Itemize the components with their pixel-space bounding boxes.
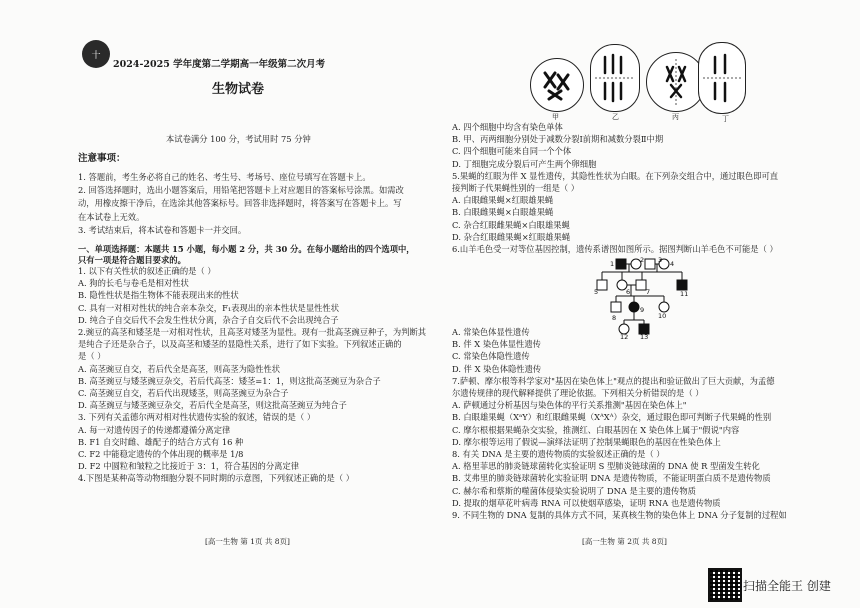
text-line: A. 常染色体显性遗传 <box>452 327 530 337</box>
text-line: C. 杂合红眼雌果蝇×白眼雄果蝇 <box>452 219 570 230</box>
ped-1 <box>616 259 626 269</box>
text-line: D. F2 中圆粒和皱粒之比接近于 3：1，符合基因的分离定律 <box>78 461 300 472</box>
text-line: B. 伴 X 染色体显性遗传 <box>452 339 541 350</box>
svg-text:8: 8 <box>612 314 617 322</box>
exam-info: 本试卷满分 100 分，考试用时 75 分钟 <box>166 134 311 144</box>
text-line: 3. 下列有关孟德尔两对相对性状遗传实验的叙述，错误的是（ ） <box>78 412 316 423</box>
text-line: C. 具有一对相对性状的纯合亲本杂交，F₁表现出的亲本性状是显性性状 <box>78 302 340 313</box>
ped-8 <box>611 302 621 312</box>
ped-10 <box>659 302 669 312</box>
text-line: D. 纯合子自交后代不会发生性状分离，杂合子自交后代不会出现纯合子 <box>78 314 339 325</box>
text-line: B. 高茎豌豆与矮茎豌豆杂交，若后代高茎：矮茎=1：1，则这批高茎豌豆为杂合子 <box>78 375 381 386</box>
pedigree-chart <box>572 256 712 340</box>
text-line: B. 艾弗里的肺炎链球菌转化实验证明 DNA 是遗传物质，不能证明蛋白质不是遗传物质 <box>452 473 771 484</box>
text-line: C. 高茎豌豆自交，若后代出现矮茎，则高茎豌豆为杂合子 <box>78 388 289 398</box>
ped-9 <box>629 302 639 312</box>
svg-text:3: 3 <box>658 256 663 264</box>
svg-text:4: 4 <box>670 260 675 268</box>
text-line: 是纯合子还是杂合子，以及高茎和矮茎的显隐性关系，进行了如下实验。下列叙述正确的 <box>78 339 402 350</box>
cell-label-bing: 丙 <box>672 113 679 121</box>
cell-yi <box>590 44 640 112</box>
text-line: D. 高茎豌豆与矮茎豌豆杂交，若后代全是高茎，则这批高茎豌豆为纯合子 <box>78 400 347 411</box>
text-line: 2. 回答选择题时，选出小题答案后，用铅笔把答题卡上对应题目的答案标号涂黑。如需改 <box>78 185 404 196</box>
text-line: 6.山羊毛色受一对等位基因控制，遗传系谱图如图所示。据图判断山羊毛色不可能是（ ） <box>452 244 778 254</box>
svg-text:9: 9 <box>640 306 645 314</box>
text-line: 7.萨顿、摩尔根等科学家对"基因在染色体上"观点的提出和验证做出了巨大贡献，为孟德 <box>452 375 775 386</box>
svg-text:5: 5 <box>594 288 599 296</box>
text-line: C. 摩尔根根据果蝇杂交实验，推测红、白眼基因在 X 染色体上属于"假说"内容 <box>452 424 740 435</box>
svg-text:12: 12 <box>620 333 629 340</box>
text-line: 1. 答题前，考生务必将自己的姓名、考生号、考场号、座位号填写在答题卡上。 <box>78 172 371 182</box>
svg-text:13: 13 <box>640 333 649 340</box>
svg-text:7: 7 <box>646 288 651 296</box>
section-title-2: 只有一项是符合题目要求的。 <box>78 255 186 265</box>
text-line: B. 甲、丙两细胞分别处于减数分裂Ⅰ前期和减数分裂Ⅱ中期 <box>452 134 664 145</box>
text-line: 是（ ） <box>78 351 106 362</box>
notice-title: 注意事项： <box>78 153 126 164</box>
ped-11 <box>677 280 687 290</box>
text-line: 动，用橡皮擦干净后，在选涂其他答案标号。回答非选择题时，将答案写在答题卡上。写 <box>78 198 402 209</box>
text-line: D. 丁细胞完成分裂后可产生两个卵细胞 <box>452 158 597 169</box>
text-line: 1. 以下有关性状的叙述正确的是（ ） <box>78 266 216 276</box>
qr-code-icon <box>708 568 742 602</box>
svg-text:10: 10 <box>658 312 667 320</box>
text-line: D. 伴 X 染色体隐性遗传 <box>452 363 542 374</box>
page-right <box>432 0 860 608</box>
text-line: A. 格里菲思的肺炎链球菌转化实验证明 S 型肺炎链球菌的 DNA 使 R 型菌发生转化 <box>452 461 760 472</box>
text-line: A. 四个细胞中均含有染色单体 <box>452 122 563 132</box>
text-line: 接判断子代果蝇性别的一组是（ ） <box>452 183 580 193</box>
text-line: C. 常染色体隐性遗传 <box>452 351 530 362</box>
text-line: A. 每一对遗传因子的传递都遵循分离定律 <box>78 424 231 435</box>
text-line: 3. 考试结束后，将本试卷和答题卡一并交回。 <box>78 224 247 235</box>
svg-text:11: 11 <box>680 290 689 298</box>
footer-right: [高一生物 第 2页 共 8页] <box>582 537 667 546</box>
svg-text:1: 1 <box>610 260 615 268</box>
text-line: 9. 不同生物的 DNA 复制的具体方式不同，某真核生物的染色体上 DNA 分子复制的过程如 <box>452 510 787 520</box>
cell-label-yi: 乙 <box>612 113 619 121</box>
cell-ding <box>698 42 746 114</box>
scanner-watermark: 扫描全能王 创建 <box>743 579 831 593</box>
cell-jia <box>530 58 584 112</box>
text-line: 在本试卷上无效。 <box>78 211 145 222</box>
text-line: 5.果蝇的红眼为伴 X 显性遗传，其隐性性状为白眼。在下列杂交组合中，通过眼色即可直 <box>452 170 779 181</box>
text-line: B. 白眼雄果蝇（XᵃY）和红眼雌果蝇（XᴬXᴬ）杂交，通过眼色即可判断子代果蝇的性别 <box>452 412 772 423</box>
text-line: D. 杂合红眼雌果蝇×红眼雄果蝇 <box>452 231 571 242</box>
text-line: 2.豌豆的高茎和矮茎是一对相对性状，且高茎对矮茎为显性。现有一批高茎豌豆种子，为判断其 <box>78 327 427 337</box>
text-line: A. 狗的长毛与卷毛是相对性状 <box>78 278 189 289</box>
text-line: D. 摩尔根等运用了假说—演绎法证明了控制果蝇眼色的基因在性染色体上 <box>452 436 721 447</box>
cell-bing <box>646 52 706 112</box>
text-line: 8. 有关 DNA 是主要的遗传物质的实验叙述正确的是（ ） <box>452 449 665 459</box>
text-line: D. 提取的烟草花叶病毒 RNA 可以使烟草感染，证明 RNA 也是遗传物质 <box>452 497 721 508</box>
exam-header: 2024-2025 学年度第二学期高一年级第二次月考 <box>113 59 326 70</box>
text-line: B. 白眼雌果蝇×白眼雄果蝇 <box>452 207 554 218</box>
text-line: C. 赫尔希和蔡斯的噬菌体侵染实验说明了 DNA 是主要的遗传物质 <box>452 485 696 496</box>
text-line: B. 隐性性状是指生物体不能表现出来的性状 <box>78 290 239 301</box>
cell-label-jia: 甲 <box>552 113 559 121</box>
section-title: 一、单项选择题：本题共 15 小题，每小题 2 分，共 30 分。在每小题给出的四个选项中， <box>78 244 415 254</box>
subject-title: 生物试卷 <box>212 82 265 97</box>
ped-7 <box>636 280 646 290</box>
cell-label-ding: 丁 <box>722 115 729 123</box>
ped-3 <box>645 259 655 269</box>
text-line: B. F1 自交时雌、雄配子的结合方式有 16 种 <box>78 436 244 447</box>
text-line: 4.下图是某种高等动物细胞分裂不同时期的示意图，下列叙述正确的是（ ） <box>78 473 355 484</box>
text-line: A. 萨顿通过分析基因与染色体的平行关系推测"基因在染色体上" <box>452 400 687 411</box>
text-line: A. 白眼雌果蝇×红眼雄果蝇 <box>452 195 554 206</box>
school-logo-icon: 十 <box>82 40 110 68</box>
svg-text:6: 6 <box>626 288 631 296</box>
text-line: A. 高茎豌豆自交，若后代全是高茎，则高茎为隐性性状 <box>78 363 281 374</box>
svg-text:2: 2 <box>640 256 645 264</box>
text-line: 尔遗传规律的现代解释提供了理论依据。下列相关分析错误的是（ ） <box>452 388 704 398</box>
text-line: C. F2 中能稳定遗传的个体出现的概率是 1/8 <box>78 449 244 459</box>
ped-5 <box>597 280 607 290</box>
text-line: C. 四个细胞可能来自同一个个体 <box>452 146 572 157</box>
footer-left: [高一生物 第 1页 共 8页] <box>205 537 290 546</box>
